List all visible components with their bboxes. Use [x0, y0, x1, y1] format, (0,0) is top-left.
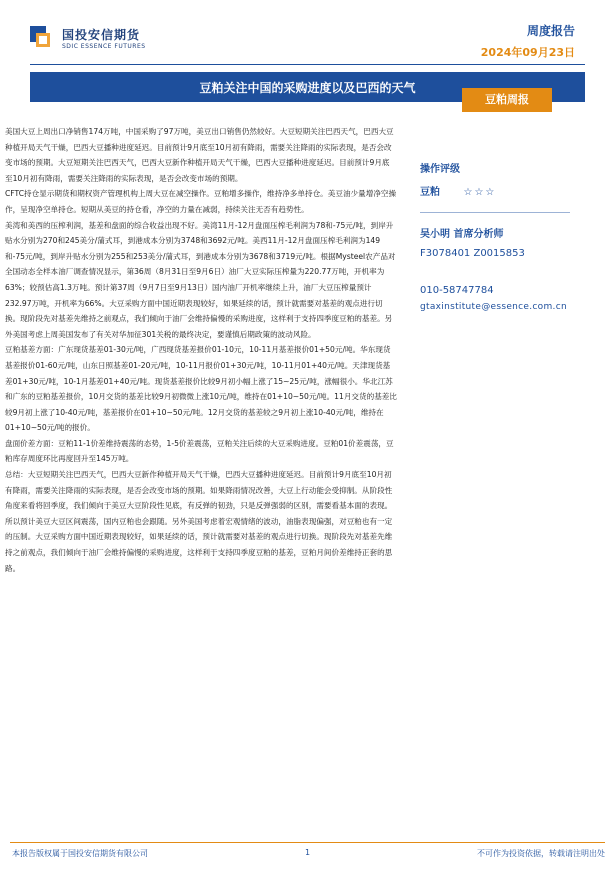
report-type: 周度报告: [526, 24, 575, 38]
page-header: [0, 0, 615, 70]
body-paragraph: 美湾和美西的压榨利润，基差和盘面的综合收益出现不好。美湾11月-12月盘面压榨毛利润为78和-75元/吨，到岸升贴水分别为270和245美分/蒲式耳，到港成本分别为3748和3692元/吨。美西11月-12月盘面压榨毛利润为149和-75元/吨，到岸升贴水分别为255和253美分/蒲式耳，到港成本分别为3678和3719元/吨。根据Mysteel农产品对全国动态全样本油厂调查情况显示，第36周（8月31日至9月6日）油厂大豆实际压榨量为220.77万吨，开机率为63%；较预估高1.3万吨。预计第37周（9月7日至9月13日）国内油厂开机率继续上升，油厂大豆压榨量预计232.97万吨，开机率为66%。大豆采购方面中国近期表现较好，如果延续的话，预计就需要对基差的观点进行切换。现阶段先对基差先维持之前观点，我们倾向于油厂会维持偏慢的采购进度，这样利于支持四季度豆粕的基差。另外美国考虑上周美国发布了有关对华加征301关税的最终决定，要谨慎后期政策的波动风险。: [5, 220, 396, 339]
rating-product: 豆粕: [420, 187, 440, 198]
analyst-phone: 010-58747784: [420, 285, 494, 296]
footer-disclaimer: 不可作为投资依据，转载请注明出处: [477, 849, 605, 858]
header-divider: [30, 64, 585, 65]
analyst-email[interactable]: gtaxinstitute@essence.com.cn: [420, 302, 567, 312]
rating-row: [420, 183, 605, 198]
body-paragraph: 总结：大豆短期关注巴西天气，巴西大豆新作种植开局天气干燥，巴西大豆播种进度延迟。目前预计9月底至10月初有降雨，需要关注降雨的实际表现，是否会改变市场的预期。如果降雨情况改善，大豆上行动能会受抑制。从阶段性角度来看将回季度，我们倾向于美豆大豆阶段性见底，有反弹的韧劲，只是反弹强弱的区别，需要看基本面的表现。所以预计美豆大豆区间震荡，国内豆粕也会跟随。另外美国考虑着宏观情绪的波动，油脂表现偏强，对豆粕也有一定的压制。大豆采购方面中国近期表现较好，如果延续的话，预计就需要对基差的观点进行切换。现阶段先对基差先维持之前观点，我们倾向于油厂会维持偏慢的采购进度，这样利于支持四季度豆粕的基差，豆粕月间价差维持正套的思路。: [5, 470, 393, 573]
rating-stars: ☆☆☆: [463, 187, 497, 198]
body-paragraph: 美国大豆上周出口净销售174万吨，中国采购了97万吨，美豆出口销售仍然较好。大豆短期关注巴西天气，巴西大豆种植开局天气干燥，巴西大豆播种进度延迟。目前预计9月底至10月初有降雨，需要关注降雨的实际表现，是否会改变市场的预期。大豆短期关注巴西天气，巴西大豆新作种植开局天气干燥，巴西大豆播种进度延迟。目前预计9月底至10月初有降雨，需要关注降雨的实际表现，是否会改变市场的预期。: [5, 127, 394, 183]
sidebar-divider: [420, 212, 570, 213]
report-title: 豆粕关注中国的采购进度以及巴西的天气: [199, 81, 416, 95]
page-number: 1: [305, 848, 311, 857]
report-date: 2024年09月23日: [480, 46, 575, 59]
company-name: 国投安信期货: [62, 28, 141, 42]
analyst-name: 吴小明 首席分析师: [420, 229, 504, 240]
report-body: [5, 124, 397, 576]
report-tag: [462, 88, 552, 112]
footer-divider: [10, 842, 605, 843]
body-paragraph: 盘面价差方面：豆粕11-1价差维持震荡的态势，1-5价差震荡，豆粕关注后续的大豆采购进度。豆粕01价差震荡，豆粕库存周度环比再度回升至145万吨。: [5, 438, 394, 464]
rating-title: 操作评级: [420, 164, 460, 175]
report-tag-label: 豆粕周报: [485, 93, 529, 106]
sidebar-info: [420, 160, 605, 312]
company-name-en: SDIC ESSENCE FUTURES: [62, 43, 146, 50]
footer-copyright: 本报告版权属于国投安信期货有限公司: [12, 849, 148, 858]
body-paragraph: CFTC持仓显示期货和期权资产管理机构上周大豆在减空操作。豆粕增多操作，维持净多单持仓。美豆油少量增净空操作，呈现净空单持仓。短期从美豆的持仓看，净空的力量在减弱，持续关注无否有趋势性。: [5, 189, 397, 214]
body-paragraph: 豆粕基差方面：广东现货基差01-30元/吨，广西现货基差报价01-10元，10-11月基差报价01+50元/吨。华东现货基差报价01-60元/吨，山东日照基差01-20元/吨，10-11月报价01+30元/吨，10-11月01+40元/吨。天津现货基差01+30元/吨，10-1月基差01+40元/吨。现货基差报价比较9月初小幅上涨了15~25元/吨，涨幅很小。华北江苏和广东的豆粕基差报价，10月交货的基差比较9月初微微上涨10元/吨，维持在01+10~50元/吨。11月交货的基差比较9月初上涨了10-40元/吨，基差报价在01+10~50元/吨。12月交货的基差较之9月初上涨10-40元/吨，维持在01+10~50元/吨的报价。: [5, 345, 397, 433]
analyst-codes: F3078401 Z0015853: [420, 248, 525, 259]
company-logo: [30, 26, 56, 48]
